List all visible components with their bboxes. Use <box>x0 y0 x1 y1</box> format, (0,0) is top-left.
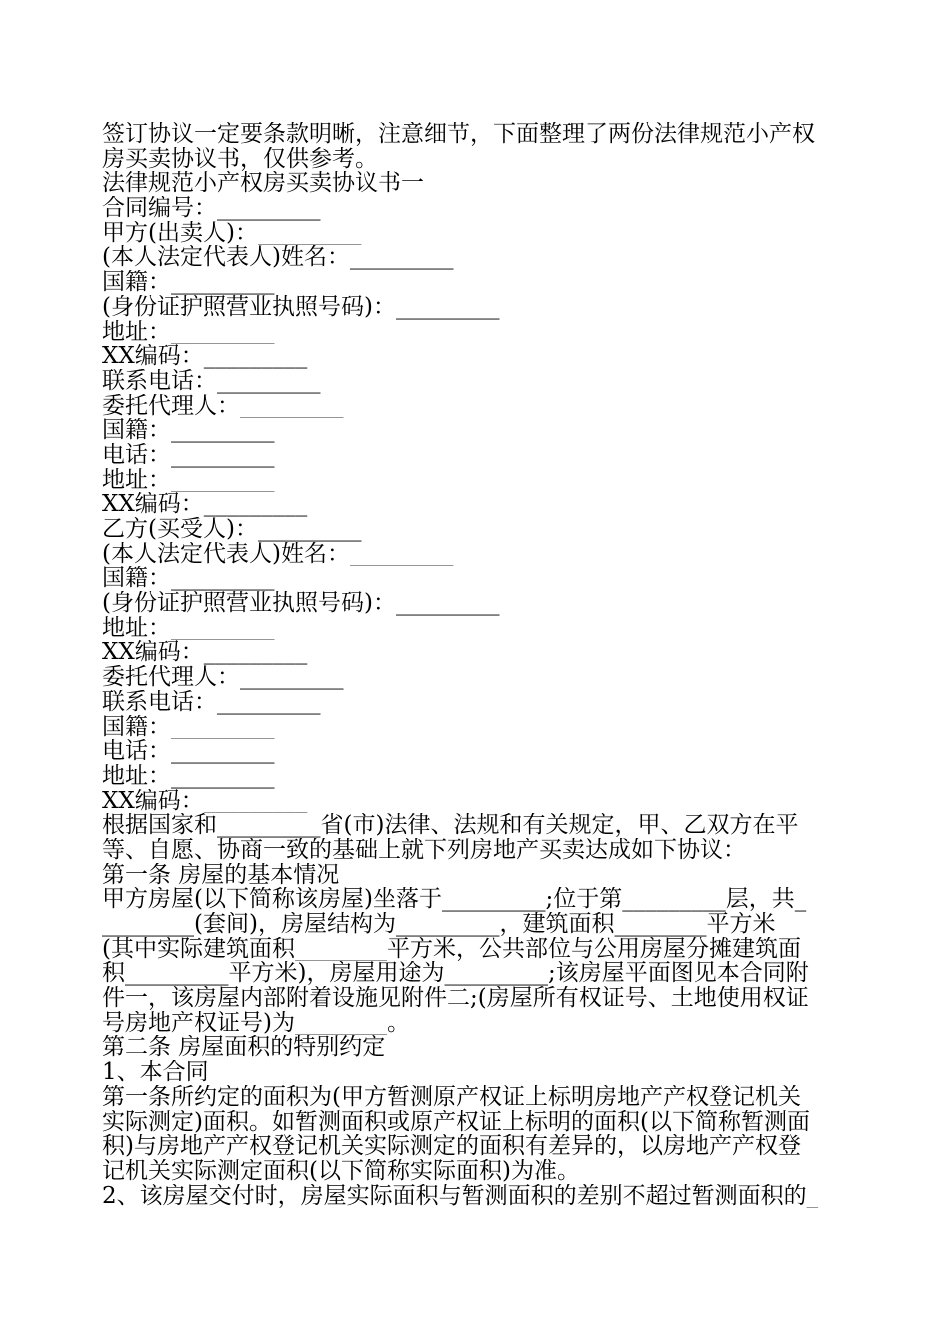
text-line: 记机关实际测定面积(以下简称实际面积)为准。 <box>102 1158 580 1184</box>
form-field-line: 国籍：_________ <box>102 270 275 295</box>
form-field-line: XX编码：_________ <box>102 492 308 517</box>
form-field-line: 国籍：_________ <box>102 714 275 740</box>
text-line: 积_________平方米)，房屋用途为_________;该房屋平面图见本合同附 <box>102 961 809 987</box>
text-line: 等、自愿、协商一致的基础上就下列房地产买卖达成如下协议： <box>102 837 746 863</box>
form-field-line: 电话：_________ <box>102 442 275 468</box>
form-field-line: 国籍：_________ <box>102 566 275 592</box>
form-field-line: XX编码：_________ <box>102 344 308 369</box>
form-field-line: 联系电话：_________ <box>102 689 321 715</box>
form-field-line: (身份证护照营业执照号码)：_________ <box>102 591 500 616</box>
form-field-line: 联系电话：_________ <box>102 368 321 394</box>
article-heading: 第二条 房屋面积的特别约定 <box>102 1035 386 1061</box>
form-field-line: 委托代理人：_________ <box>102 393 344 419</box>
text-line: 2、该房屋交付时，房屋实际面积与暂测面积的差别不超过暂测面积的_ <box>102 1183 819 1209</box>
text-line: (其中实际建筑面积________平方米，公共部位与公用房屋分摊建筑面 <box>102 936 801 962</box>
text-line: 签订协议一定要条款明晰，注意细节，下面整理了两份法律规范小产权 <box>102 122 815 147</box>
text-line: 号房地产权证号)为________。 <box>102 1010 410 1036</box>
document-body <box>102 122 850 1208</box>
party-b-heading: 乙方(买受人)：_________ <box>102 517 362 542</box>
form-field-line: 地址：_________ <box>102 763 275 789</box>
text-line: 第一条所约定的面积为(甲方暂测原产权证上标明房地产产权登记机关 <box>102 1084 801 1110</box>
form-field-line: (身份证护照营业执照号码)：_________ <box>102 294 500 320</box>
contract-number-field: 合同编号：_________ <box>102 196 321 221</box>
text-line: 甲方房屋(以下简称该房屋)坐落于_________;位于第_________层，共_ <box>102 887 807 912</box>
text-line: 积)与房地产产权登记机关实际测定的面积有差异的，以房地产产权登 <box>102 1134 801 1159</box>
form-field-line: 地址：_________ <box>102 467 275 493</box>
form-field-line: 委托代理人：_________ <box>102 665 344 690</box>
text-line: ________(套间)，房屋结构为_________，建筑面积________平方米 <box>102 912 776 937</box>
text-line: 件一，该房屋内部附着设施见附件二;(房屋所有权证号、土地使用权证 <box>102 986 809 1011</box>
text-line: 房买卖协议书，仅供参考。 <box>102 146 378 172</box>
form-field-line: 电话：_________ <box>102 739 275 764</box>
form-field-line: XX编码：_________ <box>102 788 308 814</box>
article-heading: 第一条 房屋的基本情况 <box>102 862 340 888</box>
text-line: 实际测定)面积。如暂测面积或原产权证上标明的面积(以下简称暂测面 <box>102 1109 810 1135</box>
form-field-line: (本人法定代表人)姓名：_________ <box>102 245 454 271</box>
form-field-line: XX编码：_________ <box>102 640 308 666</box>
form-field-line: 地址：_________ <box>102 615 275 641</box>
text-line: 根据国家和_________省(市)法律、法规和有关规定，甲、乙双方在平 <box>102 813 799 838</box>
form-field-line: 国籍：_________ <box>102 418 275 443</box>
form-field-line: 地址：_________ <box>102 319 275 345</box>
document-title: 法律规范小产权房买卖协议书一 <box>102 171 424 197</box>
party-a-heading: 甲方(出卖人)：_________ <box>102 220 362 246</box>
form-field-line: (本人法定代表人)姓名：_________ <box>102 541 454 567</box>
text-line: 1、本合同 <box>102 1060 209 1085</box>
